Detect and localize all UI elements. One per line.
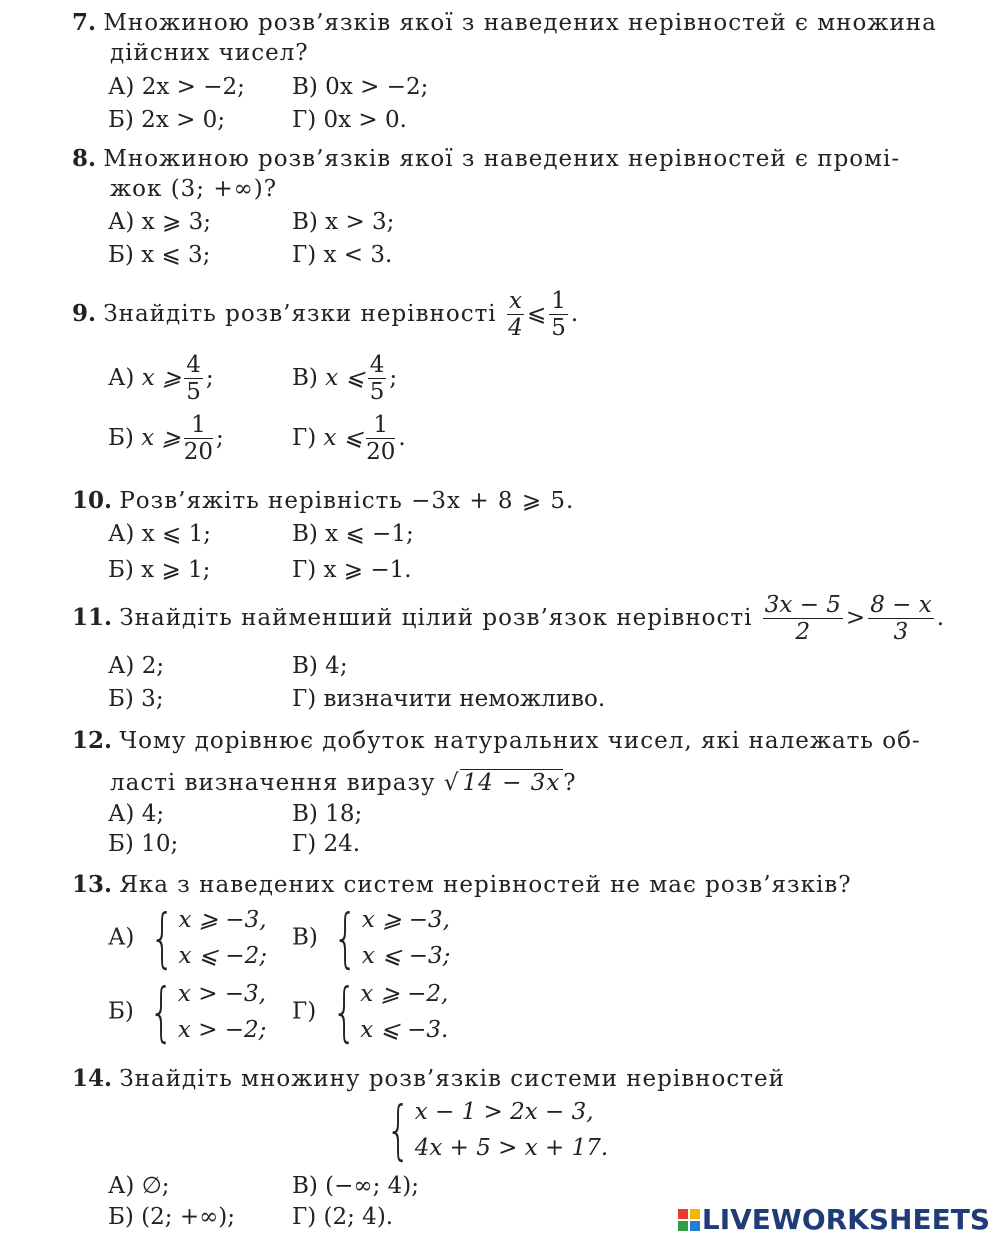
option-g[interactable]: Г) (2; 4). (292, 1204, 394, 1230)
operator: > (845, 604, 866, 631)
option-g[interactable]: Г) x ⩾ −1. (292, 557, 412, 583)
punct: . (936, 604, 945, 631)
option-b[interactable]: Б) x ⩾ 1; (108, 557, 211, 583)
fraction: $\frac{x}{4}$ (508, 288, 523, 342)
option-a[interactable]: А) ∅; (108, 1173, 170, 1199)
option-g[interactable]: Г) визначити неможливо. (292, 686, 606, 712)
question-13 (72, 870, 972, 901)
question-text: Знайдіть розв’язки нерівності (103, 300, 497, 327)
inequality-system: { x − 1 > 2x − 3, 4x + 5 > x + 17. (386, 1093, 609, 1168)
liveworksheets-logo (678, 1202, 990, 1238)
option-b[interactable]: Б) 2x > 0; (108, 107, 226, 133)
option-v[interactable]: В) (−∞; 4); (292, 1173, 420, 1199)
option-a[interactable]: А) { x ⩾ −3, x ⩽ −2; (108, 901, 267, 976)
option-v[interactable]: В) 4; (292, 653, 348, 679)
question-text: Знайдіть множину розв’язків системи нерівностей (119, 1066, 785, 1092)
fraction: $\frac{3x - 5}{2}$ (764, 592, 841, 646)
option-g[interactable]: Г) 24. (292, 831, 361, 857)
question-text: Множиною розв’язків якої з наведених нерівностей є промі- (103, 146, 901, 172)
question-14 (72, 1064, 972, 1095)
sqrt-expression: √ 14 − 3x (444, 769, 563, 799)
question-11 (72, 592, 972, 646)
question-text: Знайдіть найменший цілий розв’язок нерівності (119, 604, 753, 631)
logo-text: LIVEWORKSHEETS (701, 1202, 990, 1236)
option-b[interactable]: Б) x ⩾ $\frac{1}{20}$ ; (108, 412, 224, 466)
question-text: Розв’яжіть нерівність −3x + 8 ⩾ 5. (119, 488, 575, 514)
logo-mark-icon (678, 1209, 700, 1231)
option-g[interactable]: Г) { x ⩾ −2, x ⩽ −3. (292, 975, 449, 1050)
question-7 (72, 8, 972, 69)
question-text: Множиною розв’язків якої з наведених нерівностей є множина (103, 10, 937, 36)
question-number: 7. (72, 9, 97, 36)
option-b[interactable]: Б) x ⩽ 3; (108, 242, 211, 268)
option-b[interactable]: Б) { x > −3, x > −2; (108, 975, 267, 1050)
option-a[interactable]: А) x ⩾ $\frac{4}{5}$ ; (108, 352, 214, 406)
question-number: 8. (72, 145, 97, 172)
question-number: 13. (72, 871, 113, 898)
option-b[interactable]: Б) 10; (108, 831, 179, 857)
fraction: $\frac{8 - x}{3}$ (870, 592, 932, 646)
operator: ⩽ (526, 300, 547, 327)
option-v[interactable]: В) 0x > −2; (292, 74, 429, 100)
question-12 (72, 726, 972, 799)
option-a[interactable]: А) x ⩽ 1; (108, 521, 211, 547)
option-a[interactable]: А) x ⩾ 3; (108, 209, 211, 235)
option-v[interactable]: В) 18; (292, 801, 363, 827)
option-g[interactable]: Г) 0x > 0. (292, 107, 407, 133)
option-g[interactable]: Г) x < 3. (292, 242, 393, 268)
question-9 (72, 288, 972, 342)
question-number: 12. (72, 727, 113, 754)
question-10 (72, 486, 972, 517)
option-b[interactable]: Б) (2; +∞); (108, 1204, 236, 1230)
option-v[interactable]: В) x ⩽ −1; (292, 521, 414, 547)
option-v[interactable]: В) x > 3; (292, 209, 395, 235)
question-text-cont: жок (3; +∞)? (110, 175, 278, 202)
option-b[interactable]: Б) 3; (108, 686, 164, 712)
question-number: 11. (72, 603, 113, 631)
question-text-cont: ласті визначення виразу √ 14 − 3x ? (72, 769, 972, 799)
question-number: 9. (72, 299, 97, 327)
question-text: Яка з наведених систем нерівностей не має розв’язків? (119, 872, 852, 898)
fraction: $\frac{1}{5}$ (551, 288, 566, 342)
option-g[interactable]: Г) x ⩽ $\frac{1}{20}$ . (292, 412, 406, 466)
option-a[interactable]: А) 4; (108, 801, 165, 827)
option-a[interactable]: А) 2; (108, 653, 165, 679)
option-a[interactable]: А) 2x > −2; (108, 74, 245, 100)
option-v[interactable]: В) { x ⩾ −3, x ⩽ −3; (292, 901, 451, 976)
question-8 (72, 144, 972, 205)
question-number: 10. (72, 487, 113, 514)
punct: . (570, 300, 579, 327)
option-v[interactable]: В) x ⩽ $\frac{4}{5}$ ; (292, 352, 398, 406)
question-text: Чому дорівнює добуток натуральних чисел, які належать об- (119, 728, 921, 754)
question-text-cont: дійсних чисел? (110, 39, 309, 66)
question-number: 14. (72, 1065, 113, 1092)
